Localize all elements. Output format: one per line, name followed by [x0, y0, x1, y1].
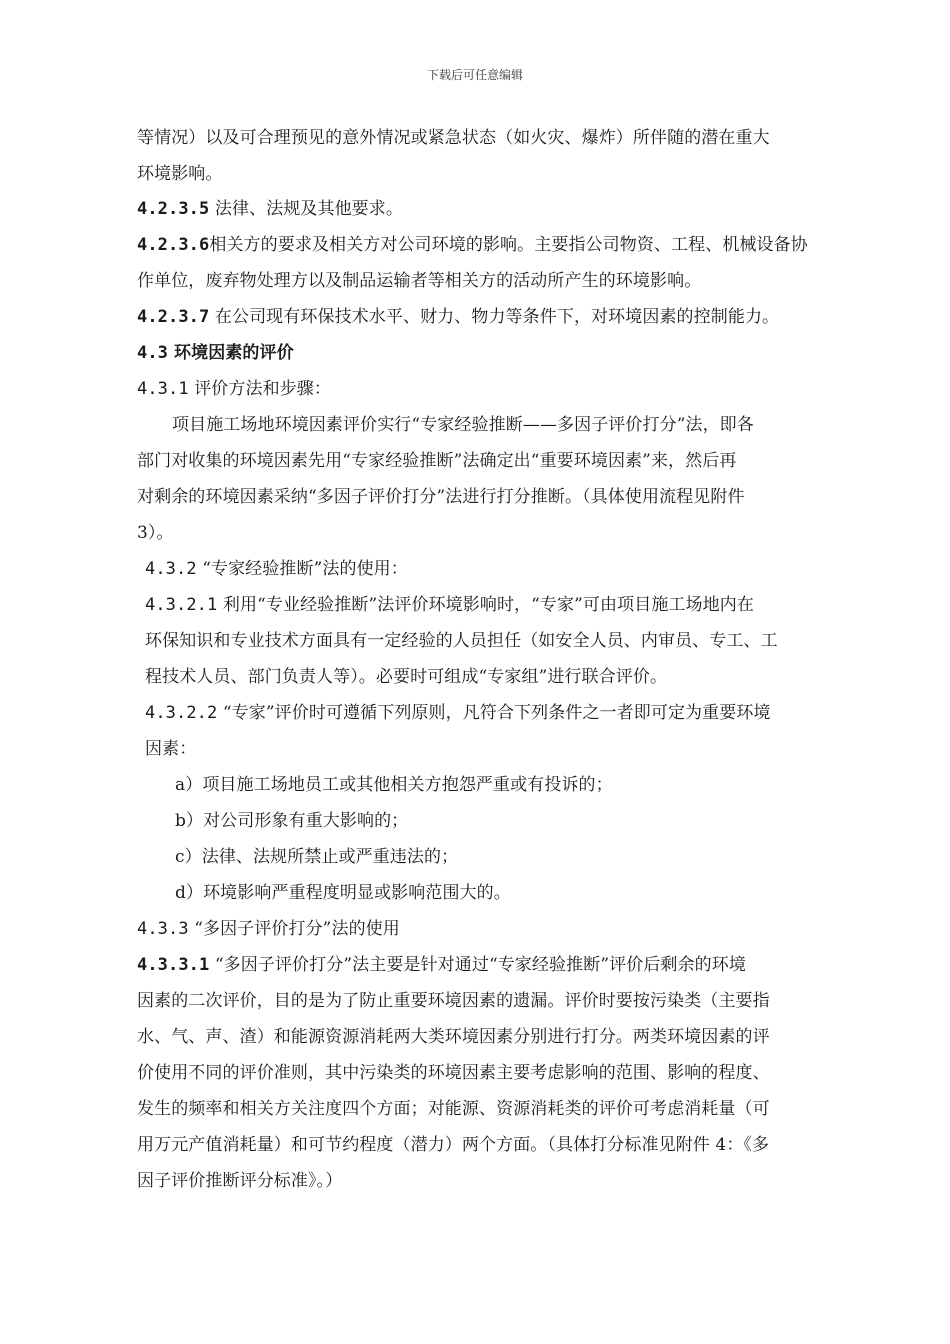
line-text: 用万元产值消耗量）和可节约程度（潜力）两个方面。（具体打分标准见附件 4：《多 [137, 1135, 770, 1155]
line-text: 在公司现有环保技术水平、财力、物力等条件下，对环境因素的控制能力。 [209, 307, 780, 327]
text-line [145, 594, 754, 616]
line-text: “专家”评价时可遵循下列原则，凡符合下列条件之一者即可定为重要环境 [217, 703, 771, 723]
text-line [137, 198, 403, 220]
page-header: 下载后可任意编辑 [426, 68, 523, 82]
line-text: 利用“专业经验推断”法评价环境影响时，“专家”可由项目施工场地内在 [217, 595, 754, 615]
line-text: 发生的频率和相关方关注度四个方面；对能源、资源消耗类的评价可考虑消耗量（可 [137, 1099, 770, 1119]
line-text: 程技术人员、部门负责人等）。必要时可组成“专家组”进行联合评价。 [145, 667, 668, 687]
text-line [137, 1170, 342, 1192]
text-line [145, 558, 408, 580]
text-line [137, 127, 770, 149]
line-text: 作单位，废弃物处理方以及制品运输者等相关方的活动所产生的环境影响。 [137, 271, 702, 291]
line-text: 环保知识和专业技术方面具有一定经验的人员担任（如安全人员、内审员、专工、工 [145, 631, 778, 651]
line-text: 因素： [145, 739, 197, 759]
text-line [137, 378, 331, 400]
section-number: 4.3.2.2 [145, 703, 218, 723]
line-text: 项目施工场地环境因素评价实行“专家经验推断——多因子评价打分”法，即各 [172, 415, 754, 435]
text-line [137, 306, 779, 328]
line-text: d）环境影响严重程度明显或影响范围大的。 [175, 883, 511, 903]
line-text: 对剩余的环境因素采纳“多因子评价打分”法进行打分推断。（具体使用流程见附件 [137, 487, 745, 507]
line-text: 评价方法和步骤： [188, 379, 331, 399]
line-text: 法律、法规及其他要求。 [209, 199, 403, 219]
section-number: 4.2.3.7 [137, 307, 210, 327]
text-line [137, 163, 223, 185]
line-text: 部门对收集的环境因素先用“专家经验推断”法确定出“重要环境因素”来，然后再 [137, 451, 737, 471]
line-text: “多因子评价打分”法的使用 [188, 919, 400, 939]
line-text: 因素的二次评价，目的是为了防止重要环境因素的遗漏。评价时要按污染类（主要指 [137, 991, 770, 1011]
text-line [137, 990, 770, 1012]
text-line [137, 954, 746, 976]
section-number: 4.3 [137, 343, 169, 363]
text-line [137, 342, 294, 364]
line-text: 相关方的要求及相关方对公司环境的影响。主要指公司物资、工程、机械设备协 [209, 235, 808, 255]
text-line [145, 630, 778, 652]
line-text: 3）。 [137, 523, 174, 543]
text-line [137, 1026, 770, 1048]
text-line [175, 810, 408, 832]
section-number: 4.2.3.5 [137, 199, 210, 219]
line-text: 水、气、声、渣）和能源资源消耗两大类环境因素分别进行打分。两类环境因素的评 [137, 1027, 770, 1047]
text-line [172, 414, 754, 436]
line-text: 因子评价推断评分标准》。） [137, 1171, 343, 1191]
line-text: b）对公司形象有重大影响的； [175, 811, 409, 831]
text-line [137, 450, 736, 472]
text-line [137, 270, 701, 292]
section-number: 4.3.2.1 [145, 595, 218, 615]
text-line [137, 1062, 770, 1084]
line-text: 等情况）以及可合理预见的意外情况或紧急状态（如火灾、爆炸）所伴随的潜在重大 [137, 128, 770, 148]
text-line [175, 774, 613, 796]
text-line [145, 738, 196, 760]
line-text: 环境因素的评价 [168, 343, 294, 363]
line-text: 价使用不同的评价准则，其中污染类的环境因素主要考虑影响的范围、影响的程度、 [137, 1063, 770, 1083]
line-text: “多因子评价打分”法主要是针对通过“专家经验推断”评价后剩余的环境 [209, 955, 746, 975]
text-line [145, 702, 771, 724]
section-number: 4.2.3.6 [137, 235, 210, 255]
text-line [137, 486, 745, 508]
text-line [145, 666, 667, 688]
text-line [175, 846, 458, 868]
line-text: c）法律、法规所禁止或严重违法的； [175, 847, 459, 867]
text-line [137, 234, 808, 256]
line-text: “专家经验推断”法的使用： [196, 559, 408, 579]
line-text: a）项目施工场地员工或其他相关方抱怨严重或有投诉的； [175, 775, 613, 795]
section-number: 4.3.3 [137, 919, 189, 939]
section-number: 4.3.1 [137, 379, 189, 399]
section-number: 4.3.2 [145, 559, 197, 579]
line-text: 环境影响。 [137, 164, 223, 184]
text-line [137, 522, 174, 544]
text-line [137, 918, 400, 940]
text-line [137, 1134, 769, 1156]
section-number: 4.3.3.1 [137, 955, 210, 975]
text-line [137, 1098, 770, 1120]
text-line [175, 882, 511, 904]
